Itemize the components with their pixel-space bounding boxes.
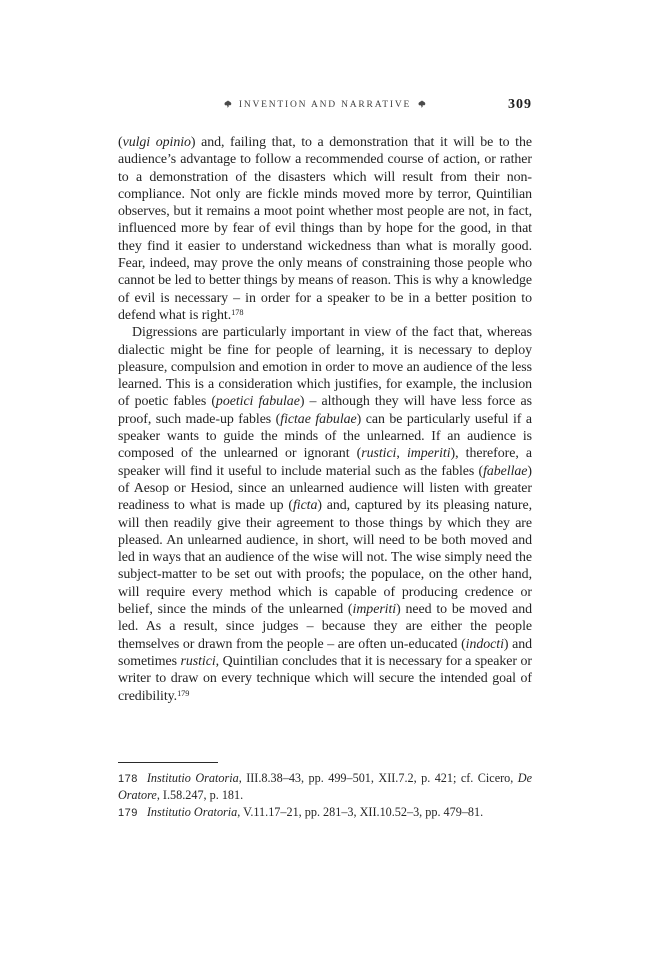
italic-term: poetici fabulae [215,394,300,410]
text-run: , Quintilian concludes that it is necessary for a speaker or writer to draw on every technique which will secure the intended goal of credibility. [118,653,532,704]
italic-term: imperiti [406,446,451,462]
body-text [118,134,532,705]
italic-term: rustici [361,446,397,462]
text-run: ) can be particularly useful if a speaker wants to guide the minds of the unlearned. If an audience is composed of the unlearned or ignorant ( [118,411,533,462]
italic-term: rustici [180,653,216,669]
footnote-number: 179 [118,806,138,819]
italic-term: Institutio Oratoria [146,771,239,785]
italic-term: imperiti [352,602,397,618]
fleuron-left-icon [224,100,232,111]
italic-term: fictae fabulae [280,411,357,427]
text-run: ) – although they will have less force as proof, such made-up fables ( [118,394,532,427]
italic-term: Institutio Oratoria [146,804,238,819]
footnote-separator-rule [118,762,218,763]
text-run: ) need to be moved and led. As a result, since judges – because they are either the people themselves or drawn from the people – are often un-educated ( [118,602,533,652]
text-run: ), therefore, a speaker will find it useful to include material such as the fables ( [118,446,532,479]
running-header [118,97,532,116]
italic-term: ficta [292,498,318,514]
italic-term: fabellae [483,463,528,479]
text-run: ) and, failing that, to a demonstration that it will be to the audience’s advantage to follow a recommended course of action, or rather to a demonstration of the disasters which will result from their non-compliance. Not only are fickle minds moved more by terror, Quintilian observes, but it remains a moot point whether most people are not, in fact, influenced more by fear of evil things than by hope for the good, in that they find it easier to understand wickedness than what is morally good. Fear, indeed, may prove the only means of constraining those people who cannot be led to better things by means of reason. This is why a knowledge of evil is necessary – in order for a speaker to be in a better position to defend what is right. [118,135,532,323]
text-run: ) and, captured by its pleasing nature, will then readily give their agreement to those things by which they are pleased. An unlearned audience, in short, will need to be both moved and led in ways that an audience of the wise will not. The wise simply need the subject-matter to be set out with proofs; the populace, on the other hand, will require every method which is capable of producing credence or belief, since the minds of the unlearned ( [118,498,533,618]
text-run: , [396,446,407,462]
text-run: , I.58.247, p. 181. [156,788,244,803]
running-header-center [118,100,532,111]
italic-term: vulgi opinio [122,135,191,150]
paragraph-continuation [118,134,532,324]
fleuron-right-icon [418,100,426,111]
text-run: ( [118,135,123,150]
footnote-text [118,771,532,802]
footnote-number: 178 [118,773,138,785]
text-run: , III.8.38–43, pp. 499–501, XII.7.2, p. 421; cf. Cicero, [238,771,518,785]
footnotes-block [118,762,532,821]
footnote-reference: 178 [231,308,244,318]
text-run: , V.11.17–21, pp. 281–3, XII.10.52–3, pp. 479–81. [237,804,484,819]
paragraph-digressions [118,324,532,705]
text-run: ) of Aesop or Hesiod, since an unlearned audience will listen with greater readiness to what is made up ( [118,463,532,514]
footnote-178 [118,770,532,804]
italic-term: De Oratore [118,771,533,803]
text-run: ) and sometimes [118,636,532,669]
text-run: Digressions are particularly important in view of the fact that, whereas dialectic might be fine for people of learning, it is necessary to deploy pleasure, compulsion and emotion in order to move an audience of the less learned. This is a consideration which justifies, for example, the inclusion of poetic fables ( [118,325,532,410]
italic-term: indocti [465,636,504,652]
footnote-reference: 179 [177,688,190,698]
footnote-text [147,805,483,819]
page-number: 309 [508,97,532,112]
running-head-title: INVENTION AND NARRATIVE [238,100,412,110]
footnote-179 [118,804,532,821]
